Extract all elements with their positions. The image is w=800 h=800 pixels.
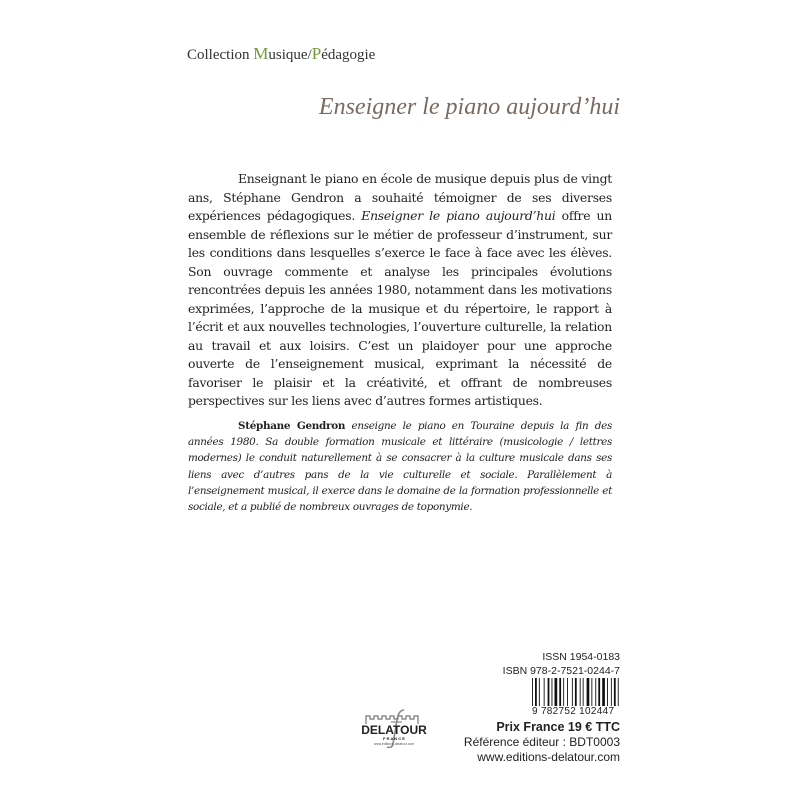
- collection-prefix: Collection: [187, 47, 254, 63]
- collection-header: [187, 44, 375, 64]
- delatour-logo: [360, 708, 428, 748]
- blurb-italic-title: Enseigner le piano aujourd’hui: [361, 208, 556, 223]
- collection-edagogie: édagogie: [321, 47, 376, 63]
- collection-p: P: [311, 44, 322, 63]
- bio-text: enseigne le piano en Touraine depuis la fin des années 1980. Sa double formation musicale et littéraire (musicologie / lettres modernes) le conduit naturellement à se consacrer à la culture musicale dans ses liens avec d’autres pans de la vie culturelle et sociale. Parallèlement à l’enseignement musical, il exerce dans le domaine de la formation professionnelle et sociale, et a publié de nombreux ouvrages de toponymie.: [188, 420, 613, 514]
- price-block: [464, 720, 620, 765]
- issn: ISSN 1954-0183: [542, 651, 620, 663]
- price: Prix France 19 € TTC: [496, 720, 620, 734]
- logo-country: F R A N C E: [383, 736, 405, 741]
- blurb-part2: offre un ensemble de réflexions sur le métier de professeur d’instrument, sur les conditions dans lesquelles s’exerce le face à face avec les élèves. Son ouvrage commente et analyse les principales évolutions rencontrées depuis les années 1980, notamment dans les motivations exprimées, l’approche de la musique et du répertoire, le rapport à l’écrit et aux nouvelles technologies, l’ouverture culturelle, la relation au travail et aux loisirs. C’est un plaidoyer pour une approche ouverte de l’enseignement musical, exprimant la nécessité de favoriser le plaisir et la créativité, et offrant de nombreuses perspectives sur les liens avec d’autres formes artistiques.: [188, 208, 613, 408]
- collection-usique: usique/: [268, 47, 312, 63]
- book-title: Enseigner le piano aujourd’hui: [318, 94, 620, 120]
- author-bio: [188, 418, 612, 515]
- isbn-block: [503, 650, 620, 678]
- barcode-number: 9 782752 102447: [532, 706, 622, 717]
- publisher-website: www.editions-delatour.com: [477, 750, 620, 764]
- author-name: Stéphane Gendron: [238, 420, 346, 432]
- logo-name: DELATOUR: [361, 723, 427, 737]
- blurb-part1: Enseignant le piano en école de musique depuis plus de vingt ans, Stéphane Gendron a souhaité témoigner de ses diverses expériences pédagogiques.: [188, 171, 612, 223]
- logo-url: www.editions-delatour.com: [373, 742, 415, 746]
- collection-m: M: [253, 44, 269, 63]
- book-blurb: [188, 170, 612, 411]
- isbn: ISBN 978-2-7521-0244-7: [502, 665, 620, 677]
- publisher-reference: Référence éditeur : BDT0003: [463, 735, 620, 749]
